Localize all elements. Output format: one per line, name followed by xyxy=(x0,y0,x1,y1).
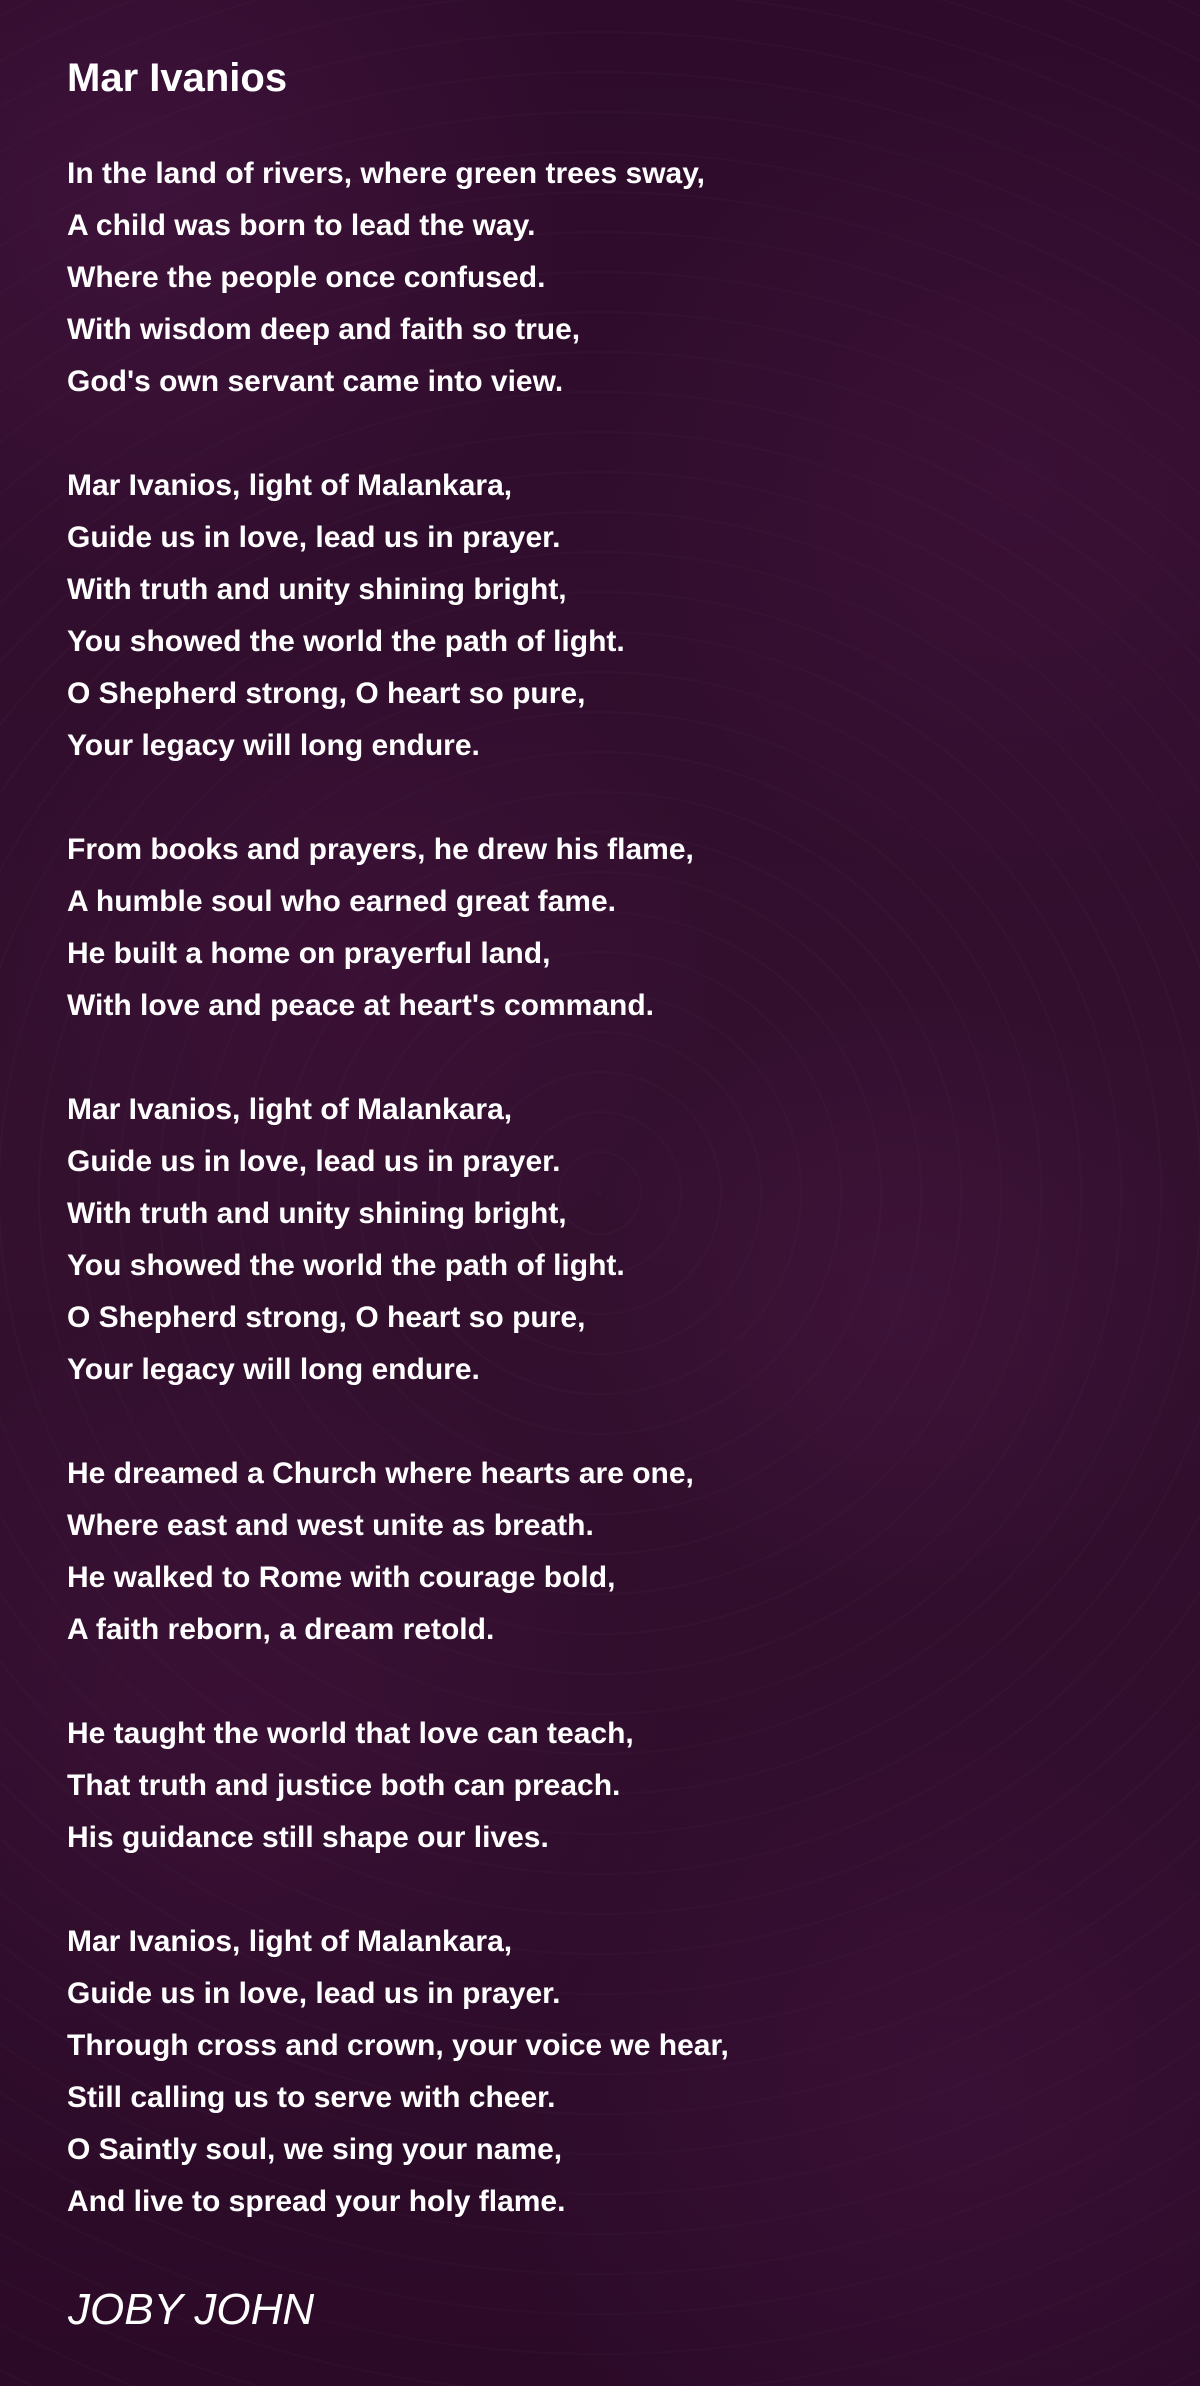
poem-line: A humble soul who earned great fame. xyxy=(67,885,616,918)
poem-line: Mar Ivanios, light of Malankara, xyxy=(67,1925,513,1958)
poem-line: He walked to Rome with courage bold, xyxy=(67,1561,616,1594)
poem-line: Guide us in love, lead us in prayer. xyxy=(67,521,561,554)
poem-line: Where east and west unite as breath. xyxy=(67,1509,594,1542)
poem-stanza xyxy=(67,1084,1147,1396)
poem-line: Where the people once confused. xyxy=(67,261,546,294)
poem-line: With truth and unity shining bright, xyxy=(67,1197,567,1230)
poem-line: With truth and unity shining bright, xyxy=(67,573,567,606)
poem-stanza xyxy=(67,1708,1147,1864)
poem-line: He taught the world that love can teach, xyxy=(67,1717,634,1750)
poem-stanza xyxy=(67,1448,1147,1656)
poem-line: And live to spread your holy flame. xyxy=(67,2185,566,2218)
poem-line: Guide us in love, lead us in prayer. xyxy=(67,1977,561,2010)
poem-line: O Saintly soul, we sing your name, xyxy=(67,2133,563,2166)
poem-stanza xyxy=(67,148,1147,408)
poem-line: Your legacy will long endure. xyxy=(67,729,480,762)
poem-stanza xyxy=(67,460,1147,772)
poem-line: With wisdom deep and faith so true, xyxy=(67,313,581,346)
poem-container xyxy=(67,52,1147,2228)
poem-line: You showed the world the path of light. xyxy=(67,1249,625,1282)
poem-line: In the land of rivers, where green trees sway, xyxy=(67,157,706,190)
poem-line: Your legacy will long endure. xyxy=(67,1353,480,1386)
poem-line: Mar Ivanios, light of Malankara, xyxy=(67,1093,513,1126)
poem-line: His guidance still shape our lives. xyxy=(67,1821,549,1854)
poem-line: O Shepherd strong, O heart so pure, xyxy=(67,1301,586,1334)
poem-line: You showed the world the path of light. xyxy=(67,625,625,658)
poem-line: That truth and justice both can preach. xyxy=(67,1769,621,1802)
poem-stanza xyxy=(67,1916,1147,2228)
poem-stanza xyxy=(67,824,1147,1032)
poem-line: Mar Ivanios, light of Malankara, xyxy=(67,469,513,502)
poem-title: Mar Ivanios xyxy=(67,56,288,100)
poem-line: A faith reborn, a dream retold. xyxy=(67,1613,495,1646)
poem-line: A child was born to lead the way. xyxy=(67,209,536,242)
poem-line: God's own servant came into view. xyxy=(67,365,564,398)
poem-line: Through cross and crown, your voice we hear, xyxy=(67,2029,729,2062)
poem-line: Guide us in love, lead us in prayer. xyxy=(67,1145,561,1178)
poem-line: O Shepherd strong, O heart so pure, xyxy=(67,677,586,710)
poem-author: JOBY JOHN xyxy=(68,2285,315,2334)
poem-line: From books and prayers, he drew his flame, xyxy=(67,833,694,866)
poem-line: He dreamed a Church where hearts are one, xyxy=(67,1457,694,1490)
poem-body xyxy=(67,148,1147,2228)
poem-line: He built a home on prayerful land, xyxy=(67,937,551,970)
poem-line: Still calling us to serve with cheer. xyxy=(67,2081,556,2114)
poem-line: With love and peace at heart's command. xyxy=(67,989,655,1022)
